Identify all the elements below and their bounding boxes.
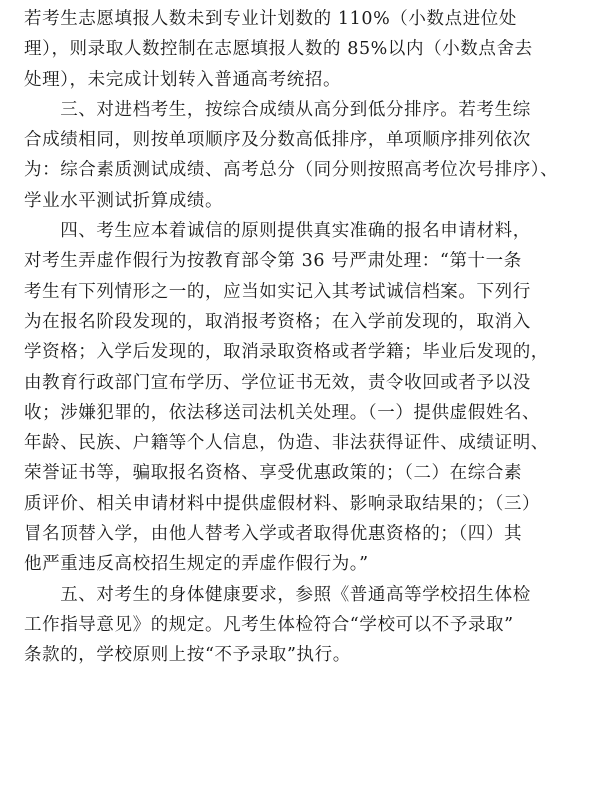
text-line-16: 荣誉证书等，骗取报名资格、享受优惠政策的；（二）在综合素 — [24, 463, 523, 484]
text-line-9: 对考生弄虚作假行为按教育部令第 36 号严肃处理：“第十一条 — [24, 251, 522, 272]
text-line-19: 他严重违反高校招生规定的弄虚作假行为。” — [24, 554, 369, 575]
text-line-17: 质评价、相关申请材料中提供虚假材料、影响录取结果的；（三） — [24, 493, 541, 514]
text-line-15: 年龄、民族、户籍等个人信息，伪造、非法获得证件、成绩证明、 — [24, 433, 549, 454]
text-line-21: 工作指导意见》的规定。凡考生体检符合“学校可以不予录取” — [24, 614, 514, 635]
text-line-6: 为：综合素质测试成绩、高考总分（同分则按照高考位次号排序）、 — [24, 160, 559, 181]
text-line-12: 学资格；入学后发现的，取消录取资格或者学籍；毕业后发现的， — [24, 342, 549, 363]
text-line-7: 学业水平测试折算成绩。 — [24, 190, 224, 211]
text-line-18: 冒名顶替入学，由他人替考入学或者取得优惠资格的；（四）其 — [24, 524, 523, 545]
text-line-8: 四、考生应本着诚信的原则提供真实准确的报名申请材料， — [24, 221, 531, 242]
text-line-11: 为在报名阶段发现的，取消报考资格；在入学前发现的，取消入 — [24, 311, 531, 332]
text-line-4: 三、对进档考生，按综合成绩从高分到低分排序。若考生综 — [24, 99, 531, 120]
text-line-2: 理），则录取人数控制在志愿填报人数的 85%以内（小数点舍去 — [24, 39, 533, 60]
text-line-20: 五、对考生的身体健康要求，参照《普通高等学校招生体检 — [24, 584, 531, 605]
text-line-13: 由教育行政部门宣布学历、学位证书无效，责令收回或者予以没 — [24, 372, 531, 393]
text-line-1: 若考生志愿填报人数未到专业计划数的 110%（小数点进位处 — [24, 9, 517, 29]
text-line-22: 条款的，学校原则上按“不予录取”执行。 — [24, 645, 351, 666]
text-line-14: 收；涉嫌犯罪的，依法移送司法机关处理。（一）提供虚假姓名、 — [24, 402, 541, 423]
text-line-3: 处理），未完成计划转入普通高考统招。 — [24, 69, 342, 90]
document-body — [24, 4, 580, 671]
text-line-10: 考生有下列情形之一的，应当如实记入其考试诚信档案。下列行 — [24, 281, 531, 302]
text-line-5: 合成绩相同，则按单项顺序及分数高低排序，单项顺序排列依次 — [24, 130, 531, 151]
